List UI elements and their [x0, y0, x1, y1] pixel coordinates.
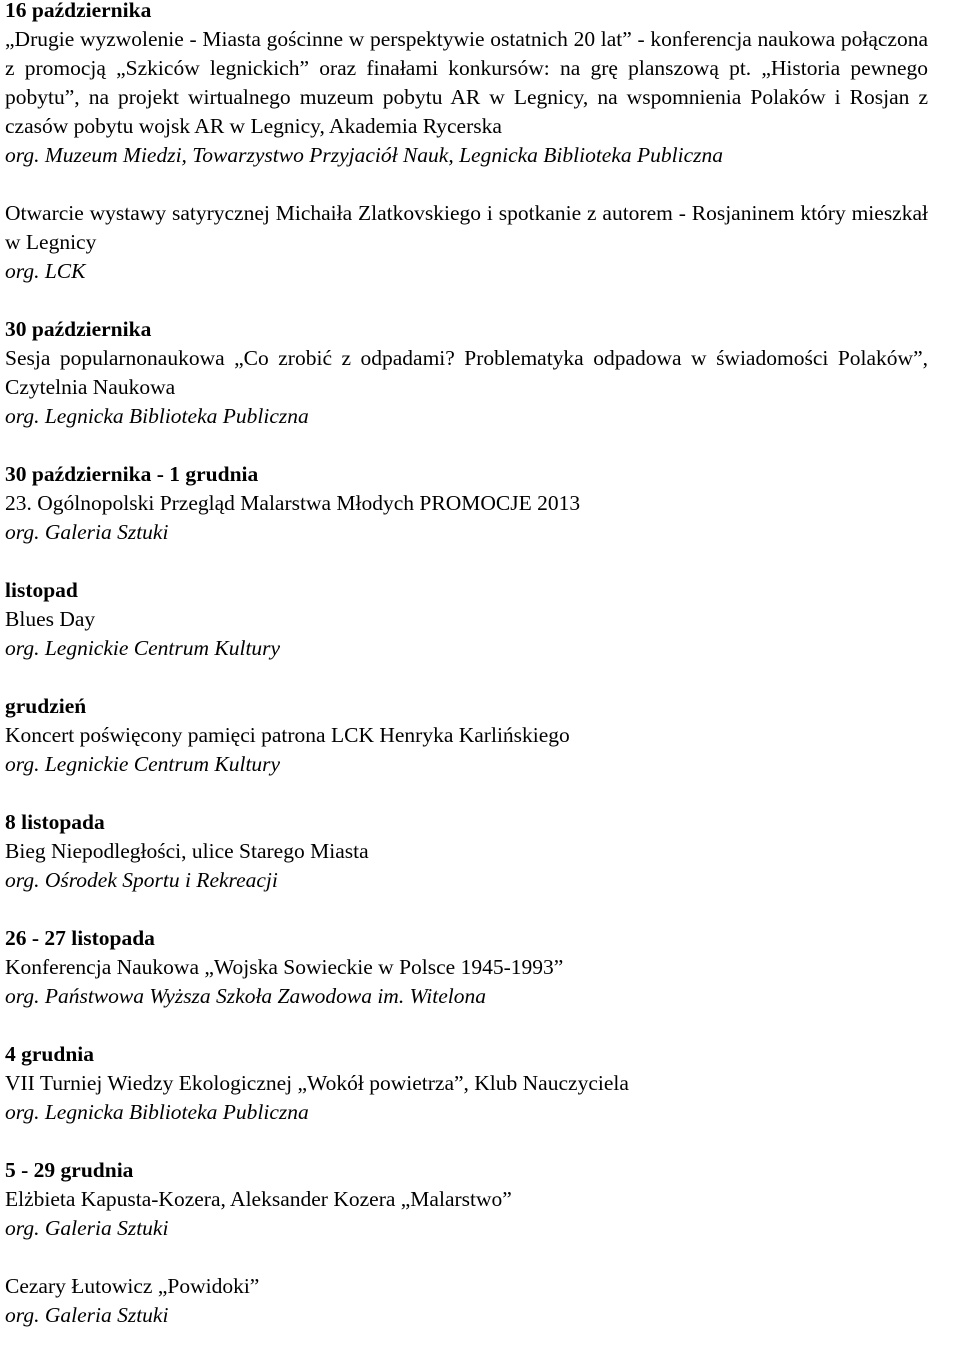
event-date: 8 listopada [5, 810, 105, 834]
event-description: Elżbieta Kapusta-Kozera, Aleksander Kozera „Malarstwo” [5, 1187, 512, 1211]
event-date: 26 - 27 listopada [5, 926, 155, 950]
event-date: grudzień [5, 694, 87, 718]
event-entry [5, 460, 928, 547]
event-organizer: org. Legnicka Biblioteka Publiczna [5, 404, 309, 428]
event-description: „Drugie wyzwolenie - Miasta gościnne w perspektywie ostatnich 20 lat” - konferencja naukowa połączona z promocją „Szkiców legnickich” oraz finałami konkursów: na grę planszową pt. „Historia pewnego pobytu”, na projekt wirtualnego muzeum pobytu AR w Legnicy, na wspomnienia Polaków i Rosjan z czasów pobytu wojsk AR w Legnicy, Akademia Rycerska [5, 27, 928, 138]
event-organizer: org. LCK [5, 259, 86, 283]
event-description: Blues Day [5, 607, 96, 631]
event-organizer: org. Państwowa Wyższa Szkoła Zawodowa im. Witelona [5, 984, 487, 1008]
event-date: 4 grudnia [5, 1042, 95, 1066]
event-description: Otwarcie wystawy satyrycznej Michaiła Zlatkovskiego i spotkanie z autorem - Rosjaninem który mieszkał w Legnicy [5, 201, 928, 254]
event-date: 30 października - 1 grudnia [5, 462, 259, 486]
event-organizer: org. Muzeum Miedzi, Towarzystwo Przyjaciół Nauk, Legnicka Biblioteka Publiczna [5, 143, 724, 167]
event-entry [5, 0, 928, 170]
event-date: 5 - 29 grudnia [5, 1158, 134, 1182]
event-entry [5, 199, 928, 286]
event-entry [5, 315, 928, 431]
event-date: 30 października [5, 317, 152, 341]
event-date: listopad [5, 578, 78, 602]
event-description: Bieg Niepodległości, ulice Starego Miasta [5, 839, 369, 863]
event-description: Sesja popularnonaukowa „Co zrobić z odpadami? Problematyka odpadowa w świadomości Polaków”, Czytelnia Naukowa [5, 346, 928, 399]
event-organizer: org. Galeria Sztuki [5, 520, 169, 544]
event-entry [5, 692, 928, 779]
event-description: Koncert poświęcony pamięci patrona LCK Henryka Karlińskiego [5, 723, 570, 747]
event-description: VII Turniej Wiedzy Ekologicznej „Wokół powietrza”, Klub Nauczyciela [5, 1071, 629, 1095]
event-entry [5, 1040, 928, 1127]
event-organizer: org. Legnicka Biblioteka Publiczna [5, 1100, 309, 1124]
event-organizer: org. Galeria Sztuki [5, 1303, 169, 1327]
event-list [5, 0, 928, 1359]
event-entry [5, 576, 928, 663]
event-organizer: org. Galeria Sztuki [5, 1216, 169, 1240]
event-organizer: org. Legnickie Centrum Kultury [5, 752, 281, 776]
event-description: Konferencja Naukowa „Wojska Sowieckie w Polsce 1945-1993” [5, 955, 564, 979]
event-date: 16 października [5, 0, 152, 22]
event-organizer: org. Legnickie Centrum Kultury [5, 636, 281, 660]
event-entry [5, 1156, 928, 1243]
event-entry [5, 1272, 928, 1330]
event-entry [5, 924, 928, 1011]
event-description: 23. Ogólnopolski Przegląd Malarstwa Młodych PROMOCJE 2013 [5, 491, 581, 515]
event-entry [5, 808, 928, 895]
event-organizer: org. Ośrodek Sportu i Rekreacji [5, 868, 278, 892]
event-description: Cezary Łutowicz „Powidoki” [5, 1274, 260, 1298]
